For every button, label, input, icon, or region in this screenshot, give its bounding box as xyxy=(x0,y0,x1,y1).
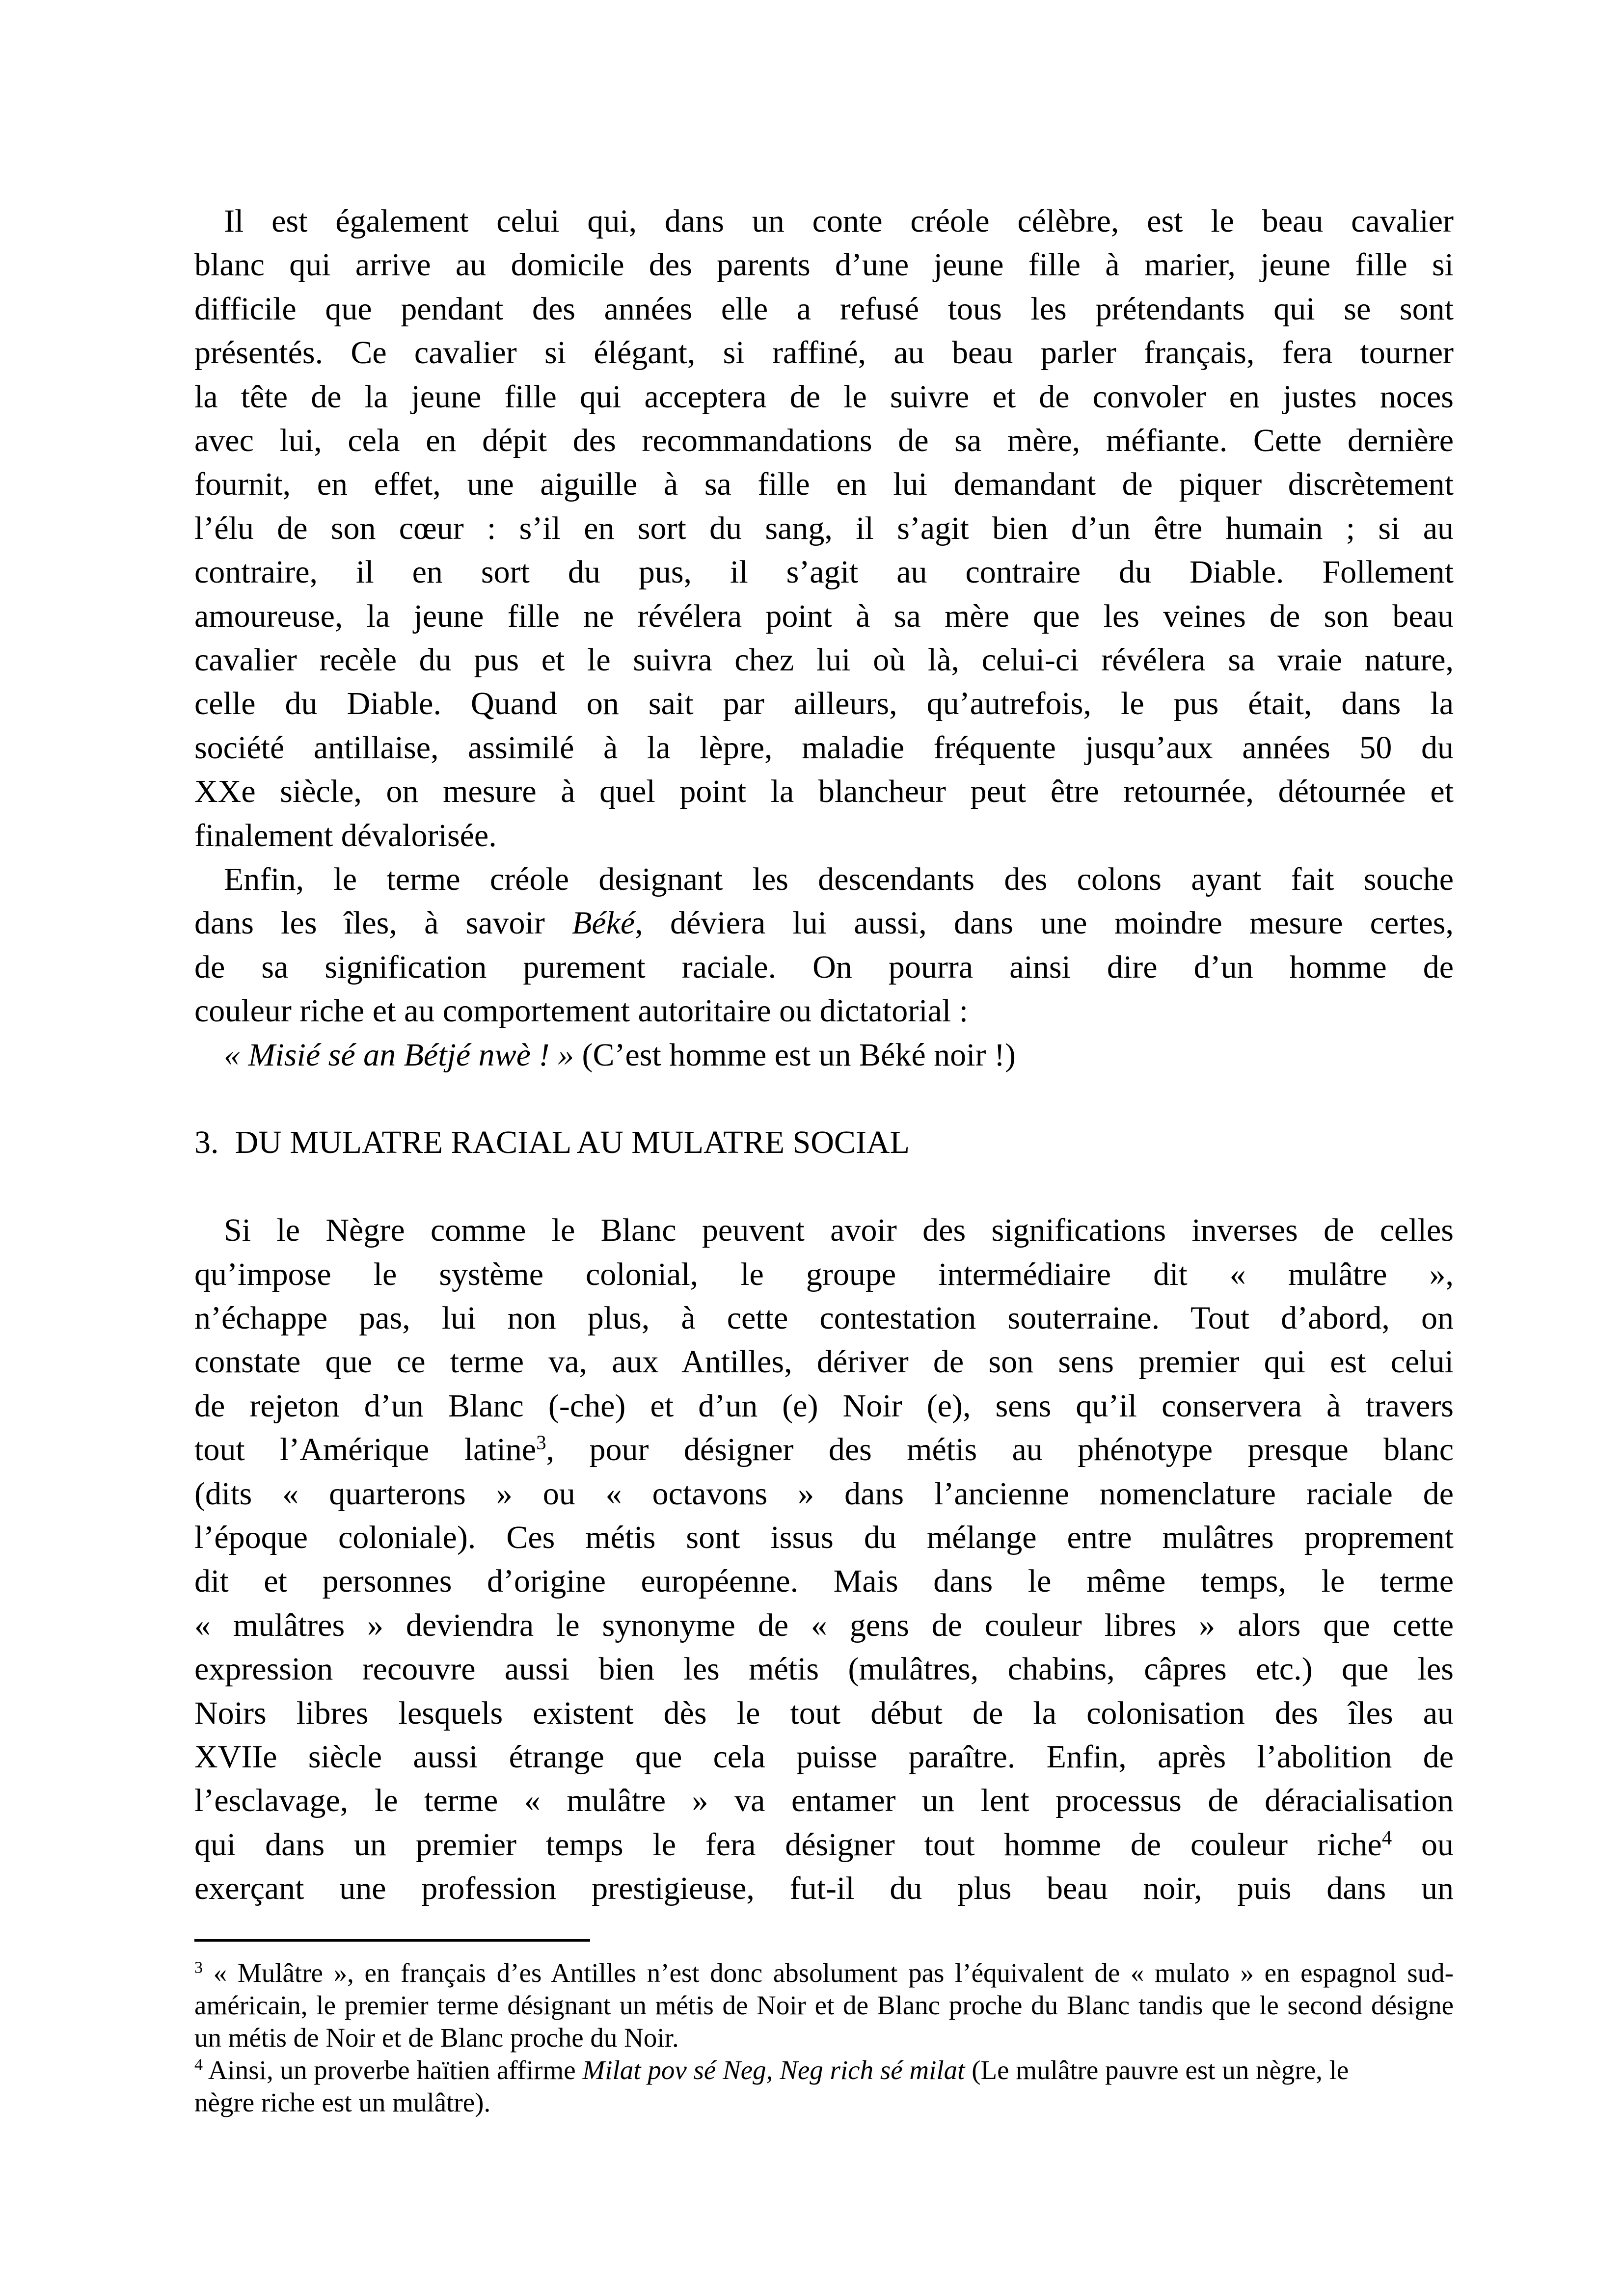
text-run: Ainsi, un proverbe haïtien affirme xyxy=(203,2055,583,2085)
text-run: « Mulâtre », en français d’es Antilles n’est donc absolument pas l’équivalent de « mulato » en espagnol sud- xyxy=(203,1958,1454,1988)
body-line xyxy=(224,1033,1454,1077)
section-heading: 3. DU MULATRE RACIAL AU MULATRE SOCIAL xyxy=(194,1124,910,1160)
text-run: blanc qui arrive au domicile des parents d’une jeune fille à marier, jeune fille si xyxy=(194,247,1454,283)
text-run: cavalier recèle du pus et le suivra chez lui où là, celui-ci révélera sa vraie nature, xyxy=(194,642,1454,678)
text-run: présentés. Ce cavalier si élégant, si raffiné, au beau parler français, fera tourner xyxy=(194,335,1454,371)
text-run: XXe siècle, on mesure à quel point la blancheur peut être retournée, détournée et xyxy=(194,774,1454,810)
text-run: Noirs libres lesquels existent dès le tout début de la colonisation des îles au xyxy=(194,1695,1454,1731)
text-run: ou xyxy=(1392,1826,1454,1863)
body-line xyxy=(194,989,1454,1033)
footnote-reference: 3 xyxy=(194,1958,203,1977)
text-run: qui dans un premier temps le fera désigner tout homme de couleur riche xyxy=(194,1826,1382,1863)
body-line xyxy=(194,462,1454,506)
body-line xyxy=(194,1472,1454,1516)
text-run: , déviera lui aussi, dans une moindre mesure certes, xyxy=(635,905,1454,941)
body-line xyxy=(194,287,1454,331)
italic-text: « Misié sé an Bétjé nwè ! » xyxy=(224,1037,574,1073)
text-run: tout l’Amérique latine xyxy=(194,1432,537,1468)
body-line xyxy=(194,419,1454,462)
body-line xyxy=(194,682,1454,725)
italic-text: Milat pov sé Neg, Neg rich sé milat xyxy=(582,2055,965,2085)
footnote-line xyxy=(194,1989,1454,2022)
text-run: (dits « quarterons » ou « octavons » dans l’ancienne nomenclature raciale de xyxy=(194,1475,1454,1512)
text-run: celle du Diable. Quand on sait par ailleurs, qu’autrefois, le pus était, dans la xyxy=(194,686,1454,722)
body-line xyxy=(194,1516,1454,1559)
text-run: (Le mulâtre pauvre est un nègre, le xyxy=(965,2055,1349,2085)
text-run: constate que ce terme va, aux Antilles, dériver de son sens premier qui est celui xyxy=(194,1344,1454,1380)
text-run: fournit, en effet, une aiguille à sa fille en lui demandant de piquer discrètement xyxy=(194,466,1454,503)
text-run: un métis de Noir et de Blanc proche du Noir. xyxy=(194,2023,679,2053)
text-run: n’échappe pas, lui non plus, à cette contestation souterraine. Tout d’abord, on xyxy=(194,1300,1454,1336)
text-run: XVIIe siècle aussi étrange que cela puisse paraître. Enfin, après l’abolition de xyxy=(194,1739,1454,1775)
footnote-separator xyxy=(194,1939,590,1942)
body-line xyxy=(194,1603,1454,1647)
text-run: l’esclavage, le terme « mulâtre » va entamer un lent processus de déracialisation xyxy=(194,1783,1454,1819)
body-line xyxy=(194,1296,1454,1340)
text-run: la tête de la jeune fille qui acceptera de le suivre et de convoler en justes noces xyxy=(194,378,1454,415)
body-line xyxy=(194,1691,1454,1735)
text-run: avec lui, cela en dépit des recommandations de sa mère, méfiante. Cette dernière xyxy=(194,423,1454,458)
italic-text: Béké xyxy=(572,905,635,941)
text-run: , pour désigner des métis au phénotype presque blanc xyxy=(546,1432,1454,1468)
body-line xyxy=(194,901,1454,945)
footnote-reference: 4 xyxy=(194,2056,203,2074)
body-line xyxy=(194,243,1454,287)
body-line xyxy=(194,1253,1454,1296)
body-line xyxy=(224,1208,1454,1252)
body-line xyxy=(194,375,1454,419)
body-line xyxy=(194,507,1454,550)
text-run: (C’est homme est un Béké noir !) xyxy=(573,1037,1016,1073)
text-run: contraire, il en sort du pus, il s’agit au contraire du Diable. Follement xyxy=(194,554,1454,590)
text-run: société antillaise, assimilé à la lèpre, maladie fréquente jusqu’aux années 50 du xyxy=(194,729,1454,766)
body-line xyxy=(224,199,1454,243)
body-line xyxy=(194,770,1454,813)
text-run: américain, le premier terme désignant un métis de Noir et de Blanc proche du Blanc tandis que le second désigne xyxy=(194,1990,1454,2020)
text-run: « mulâtres » deviendra le synonyme de « gens de couleur libres » alors que cette xyxy=(194,1607,1454,1643)
body-line xyxy=(194,1340,1454,1384)
footnote-line xyxy=(194,2022,1454,2054)
body-line xyxy=(194,331,1454,374)
footnote-line xyxy=(194,1957,1454,1989)
footnote-reference: 4 xyxy=(1381,1826,1392,1849)
body-line xyxy=(194,1647,1454,1691)
text-run: dit et personnes d’origine européenne. Mais dans le même temps, le terme xyxy=(194,1563,1454,1600)
body-line xyxy=(194,1823,1454,1867)
body-line xyxy=(194,726,1454,770)
text-run: nègre riche est un mulâtre). xyxy=(194,2087,491,2117)
text-run: de sa signification purement raciale. On pourra ainsi dire d’un homme de xyxy=(194,949,1454,985)
body-line xyxy=(194,1384,1454,1428)
body-line xyxy=(194,1559,1454,1603)
text-run: Il est également celui qui, dans un conte créole célèbre, est le beau cavalier xyxy=(224,203,1454,239)
text-run: finalement dévalorisée. xyxy=(194,817,497,854)
body-line xyxy=(194,945,1454,989)
text-run: l’élu de son cœur : s’il en sort du sang, il s’agit bien d’un être humain ; si au xyxy=(194,510,1454,546)
body-line xyxy=(194,594,1454,638)
footnote-reference: 3 xyxy=(536,1431,546,1454)
text-run: difficile que pendant des années elle a refusé tous les prétendants qui se sont xyxy=(194,291,1454,327)
footnote-line xyxy=(194,2086,1454,2119)
body-line xyxy=(194,638,1454,682)
body-line xyxy=(224,857,1454,901)
text-run: qu’impose le système colonial, le groupe intermédiaire dit « mulâtre », xyxy=(194,1256,1454,1292)
body-line xyxy=(194,1428,1454,1471)
text-run: exerçant une profession prestigieuse, fut-il du plus beau noir, puis dans un xyxy=(194,1870,1454,1907)
text-run: dans les îles, à savoir xyxy=(194,905,572,941)
body-line xyxy=(194,550,1454,594)
body-line xyxy=(194,1735,1454,1779)
body-line xyxy=(194,1867,1454,1910)
text-run: amoureuse, la jeune fille ne révélera point à sa mère que les veines de son beau xyxy=(194,598,1454,634)
text-run: l’époque coloniale). Ces métis sont issus du mélange entre mulâtres proprement xyxy=(194,1520,1454,1555)
text-run: de rejeton d’un Blanc (-che) et d’un (e) Noir (e), sens qu’il conservera à travers xyxy=(194,1388,1454,1424)
text-run: couleur riche et au comportement autoritaire ou dictatorial : xyxy=(194,993,969,1029)
body-line xyxy=(194,1779,1454,1822)
footnote-line xyxy=(194,2054,1454,2086)
body-line xyxy=(194,814,1454,857)
text-run: Si le Nègre comme le Blanc peuvent avoir des significations inverses de celles xyxy=(224,1212,1454,1249)
text-run: Enfin, le terme créole designant les descendants des colons ayant fait souche xyxy=(224,861,1454,897)
text-run: expression recouvre aussi bien les métis (mulâtres, chabins, câpres etc.) que les xyxy=(194,1651,1454,1687)
